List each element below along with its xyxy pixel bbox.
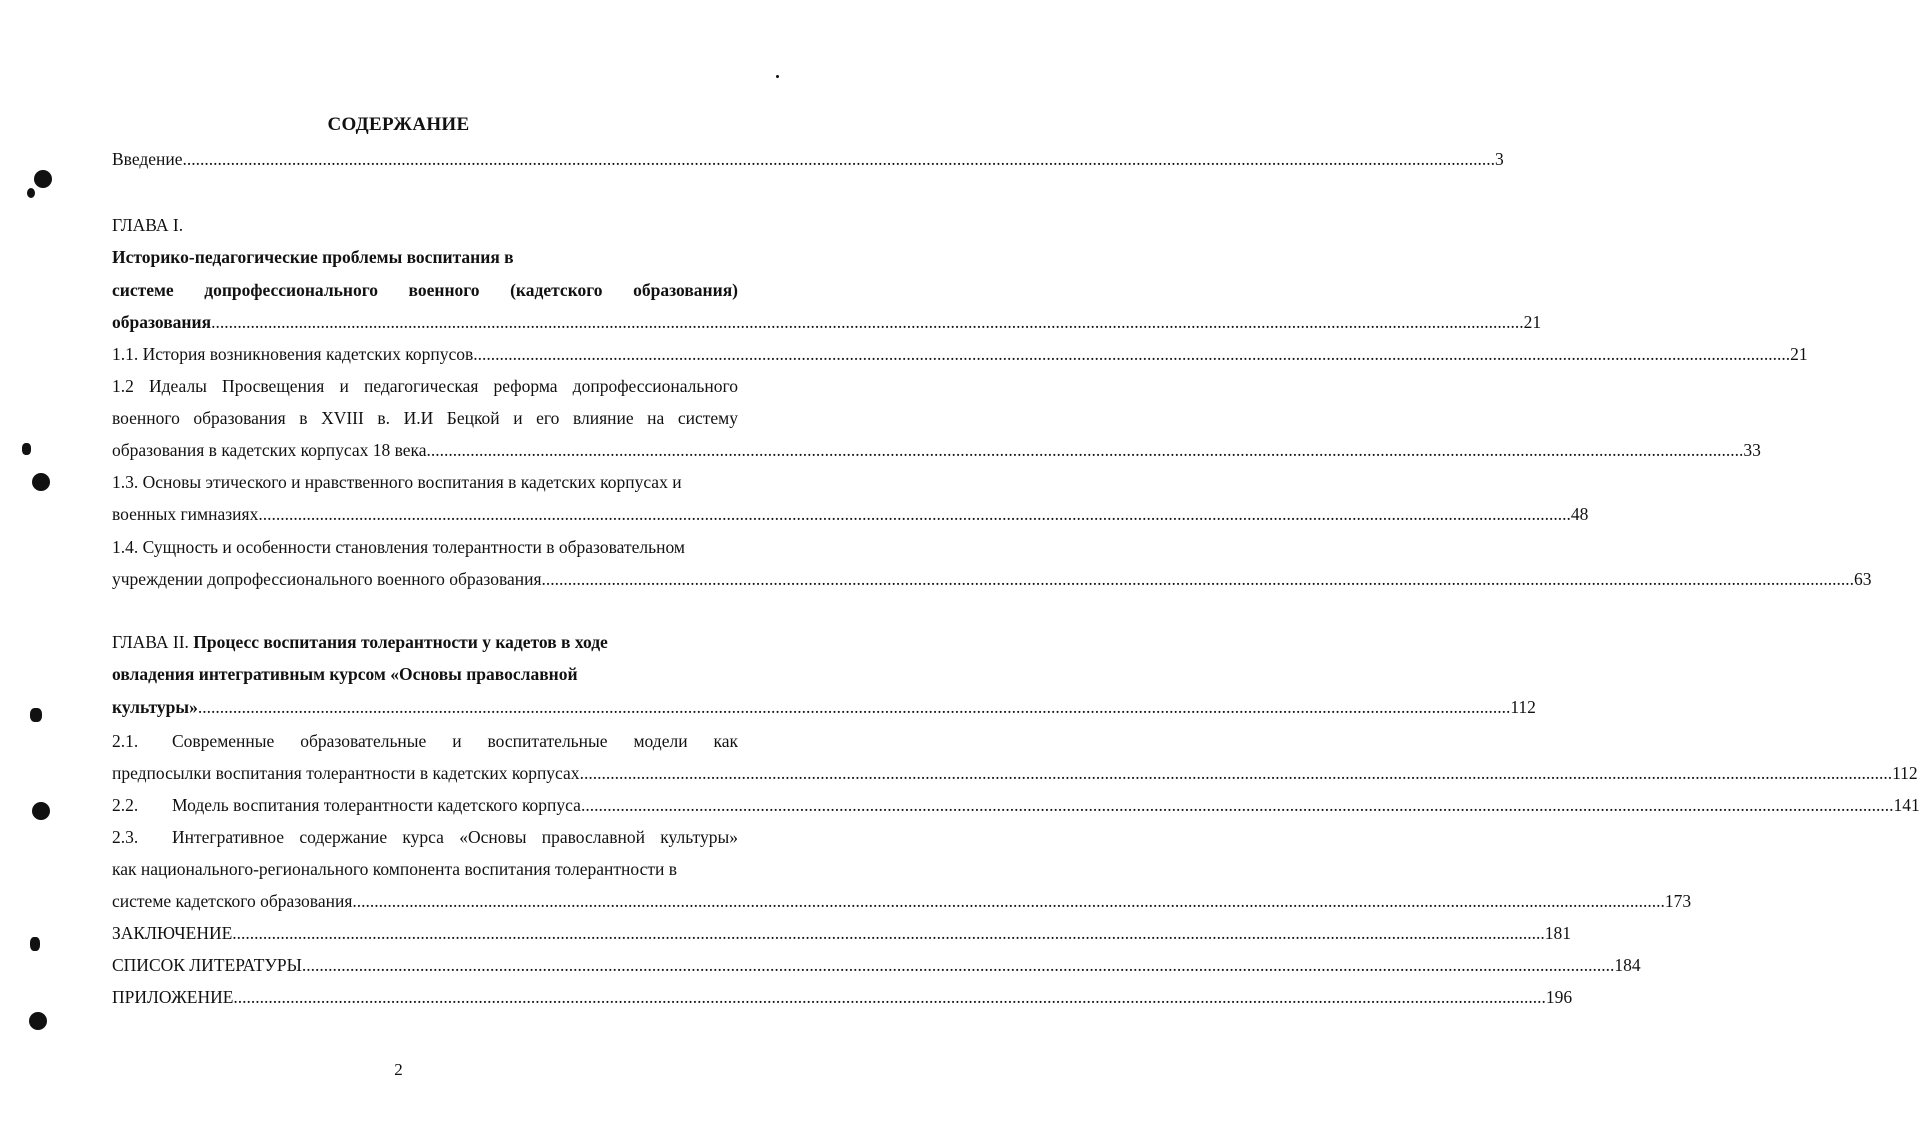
punch-hole-mark	[32, 473, 50, 491]
toc-entry-2-3[interactable]	[112, 889, 1692, 913]
toc-entry-page: 112	[1510, 697, 1536, 717]
chapter1-title-line1: Историко-педагогические проблемы воспитания в	[112, 247, 514, 267]
toc-entry-label: предпосылки воспитания толерантности в кадетских корпусах	[112, 763, 580, 783]
toc-entry-label: ЗАКЛЮЧЕНИЕ	[112, 923, 233, 943]
toc-entry-1-1[interactable]	[112, 342, 1808, 366]
toc-entry-2-1-line1[interactable]	[112, 729, 738, 753]
toc-entry-appendix[interactable]	[112, 985, 1573, 1009]
page-number: 2	[394, 1060, 403, 1079]
dot-leader: ............................................................................................................................................................................................................................................................................................................	[301, 955, 1615, 975]
dot-leader: ............................................................................................................................................................................................................................................................................................................	[258, 504, 1571, 524]
toc-entry-page: 3	[1495, 149, 1504, 169]
toc-entry-page: 63	[1854, 569, 1872, 589]
dot-leader: ............................................................................................................................................................................................................................................................................................................	[580, 795, 1894, 815]
chapter2-title-line3: культуры»	[112, 697, 198, 717]
toc-entry-chapter2[interactable]	[112, 695, 1536, 719]
scan-smudge-mark	[27, 188, 35, 198]
dot-leader: ............................................................................................................................................................................................................................................................................................................	[352, 891, 1665, 911]
section-number: 2.2.	[112, 795, 139, 815]
toc-entry-label: системе кадетского образования	[112, 891, 353, 911]
toc-entry-intro[interactable]	[112, 147, 1504, 171]
toc-entry-label: Интегративное содержание курса «Основы православной культуры»	[172, 827, 738, 847]
toc-entry-1-2-line2[interactable]: военного образования в XVIII в. И.И Бецкой и его влияние на систему	[112, 408, 738, 428]
dot-leader: ............................................................................................................................................................................................................................................................................................................	[579, 763, 1893, 783]
toc-entry-2-3-line1[interactable]	[112, 825, 738, 849]
toc-entry-page: 184	[1614, 955, 1641, 975]
dot-leader: ............................................................................................................................................................................................................................................................................................................	[197, 697, 1511, 717]
section-number: 2.3.	[112, 827, 139, 847]
scan-smudge-mark	[30, 708, 42, 722]
toc-entry-label: 1.1. История возникновения кадетских корпусов.	[112, 344, 478, 364]
dot-leader: ............................................................................................................................................................................................................................................................................................................	[232, 923, 1545, 943]
toc-entry-page: 196	[1545, 987, 1573, 1007]
toc-entry-1-2[interactable]	[112, 438, 1761, 462]
toc-entry-label: Современные образовательные и воспитательные модели как	[172, 731, 738, 751]
toc-entry-label: военных гимназиях	[112, 504, 259, 524]
chapter1-title-line3: образования	[112, 312, 212, 332]
toc-entry-label: Модель воспитания толерантности кадетского корпуса	[172, 795, 581, 815]
toc-entry-1-3[interactable]	[112, 502, 1589, 526]
toc-entry-1-3-line1[interactable]: 1.3. Основы этического и нравственного воспитания в кадетских корпусах и	[112, 472, 682, 492]
toc-entry-conclusion[interactable]	[112, 921, 1572, 945]
punch-hole-mark	[34, 170, 52, 188]
toc-entry-bibliography[interactable]	[112, 953, 1641, 977]
chapter2-heading: ГЛАВА II.	[112, 632, 189, 652]
toc-entry-2-2[interactable]	[112, 793, 1920, 817]
toc-entry-1-4[interactable]	[112, 567, 1872, 591]
toc-entry-chapter1[interactable]	[112, 310, 1542, 334]
toc-entry-page: 112	[1892, 763, 1918, 783]
scan-dust-mark	[776, 75, 779, 78]
toc-entry-page: 181	[1544, 923, 1572, 943]
chapter1-title-line2: системе допрофессионального военного (кадетского образования)	[112, 280, 738, 300]
toc-entry-page: 21	[1790, 344, 1808, 364]
chapter2-title-text: Процесс воспитания толерантности у кадетов в ходе	[193, 632, 608, 652]
dot-leader: ............................................................................................................................................................................................................................................................................................................	[211, 312, 1524, 332]
toc-entry-label: ПРИЛОЖЕНИЕ	[112, 987, 234, 1007]
toc-entry-label: СПИСОК ЛИТЕРАТУРЫ	[112, 955, 302, 975]
toc-entry-2-1[interactable]	[112, 761, 1918, 785]
punch-hole-mark	[32, 802, 50, 820]
toc-entry-page: 173	[1664, 891, 1692, 911]
scan-smudge-mark	[30, 937, 40, 951]
scan-smudge-mark	[22, 443, 31, 455]
punch-hole-mark	[29, 1012, 47, 1030]
chapter1-heading: ГЛАВА I.	[112, 215, 184, 235]
toc-entry-page: 141	[1893, 795, 1920, 815]
toc-entry-page: 21	[1523, 312, 1542, 332]
toc-entry-page: 33	[1743, 440, 1761, 460]
toc-entry-label: учреждении допрофессионального военного образования	[112, 569, 542, 589]
toc-entry-label: Введение	[112, 149, 183, 169]
dot-leader: ............................................................................................................................................................................................................................................................................................................	[477, 344, 1791, 364]
section-number: 2.1.	[112, 731, 139, 751]
dot-leader: ............................................................................................................................................................................................................................................................................................................	[541, 569, 1855, 589]
toc-entry-label: образования в кадетских корпусах 18 века.	[112, 440, 431, 460]
toc-entry-2-3-line2[interactable]: как национального-регионального компонента воспитания толерантности в	[112, 859, 677, 879]
chapter2-title-line1	[112, 630, 738, 654]
dot-leader: ............................................................................................................................................................................................................................................................................................................	[233, 987, 1546, 1007]
page-title: СОДЕРЖАНИЕ	[327, 114, 470, 135]
dot-leader: ............................................................................................................................................................................................................................................................................................................	[430, 440, 1744, 460]
toc-entry-page: 48	[1570, 504, 1589, 524]
toc-entry-1-4-line1[interactable]: 1.4. Сущность и особенности становления толерантности в образовательном	[112, 537, 685, 557]
toc-entry-1-2-line1[interactable]: 1.2 Идеалы Просвещения и педагогическая реформа допрофессионального	[112, 376, 738, 396]
chapter2-title-line2: овладения интегративным курсом «Основы православной	[112, 664, 578, 684]
dot-leader: ............................................................................................................................................................................................................................................................................................................	[182, 149, 1496, 169]
